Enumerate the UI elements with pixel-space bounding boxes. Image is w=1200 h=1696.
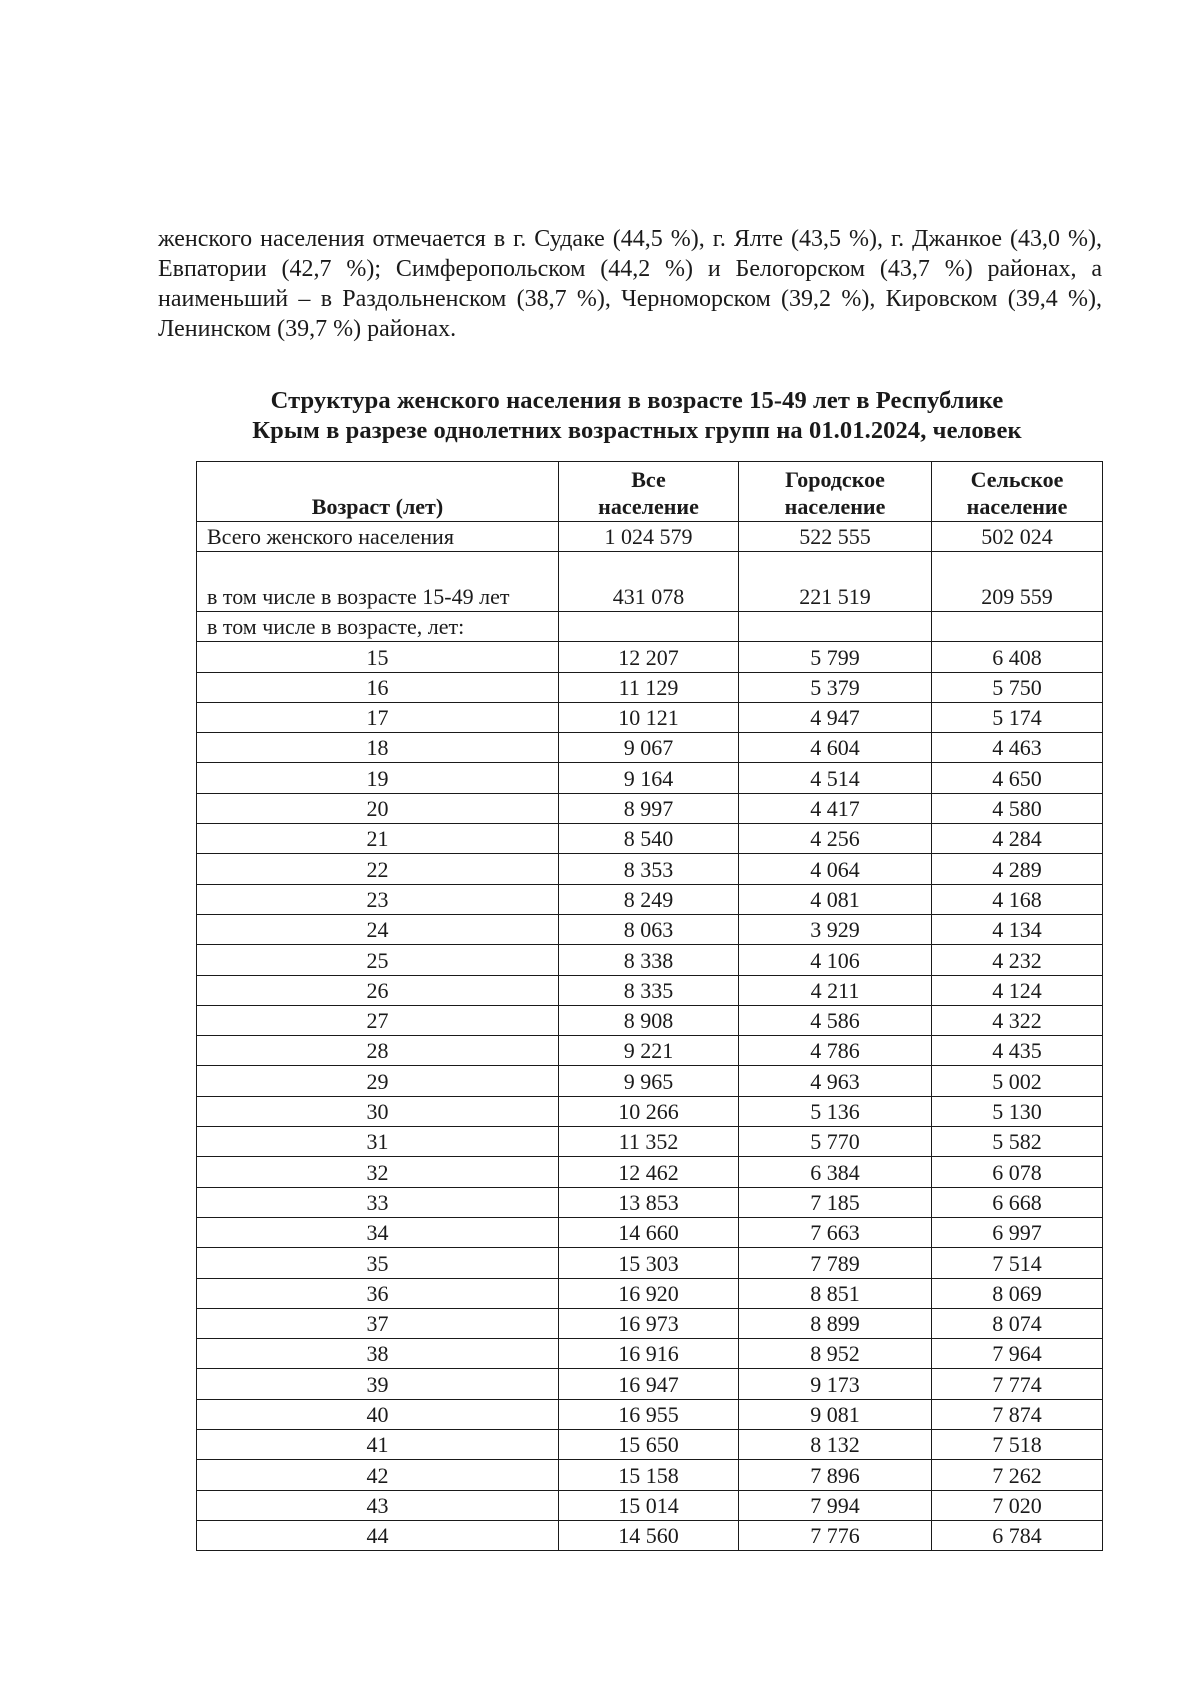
age-cell: 26 <box>197 975 559 1005</box>
urban-cell: 4 514 <box>739 763 932 793</box>
intro-paragraph: женского населения отмечается в г. Судаке (44,5 %), г. Ялте (43,5 %), г. Джанкое (43,0 %), Евпатории (42,7 %); Симферопольском (44,2 %) и Белогорском (43,7 %) районах, а наименьший – в Раздольненском (38,7 %), Черноморском (39,2 %), Кировском (39,4 %), Ленинском (39,7 %) районах. <box>158 226 1102 342</box>
age-cell: 39 <box>197 1369 559 1399</box>
urban-cell: 4 586 <box>739 1005 932 1035</box>
all-cell: 8 335 <box>559 975 739 1005</box>
rural-cell: 8 074 <box>932 1308 1103 1338</box>
age-cell: 29 <box>197 1066 559 1096</box>
rural-cell: 7 262 <box>932 1460 1103 1490</box>
age-cell: 38 <box>197 1339 559 1369</box>
age-cell: 37 <box>197 1308 559 1338</box>
table-row <box>197 1520 1103 1550</box>
all-cell: 15 303 <box>559 1248 739 1278</box>
age-cell: 33 <box>197 1187 559 1217</box>
age-cell: 17 <box>197 702 559 732</box>
table-row <box>197 1278 1103 1308</box>
urban-cell: 8 952 <box>739 1339 932 1369</box>
urban-cell: 4 963 <box>739 1066 932 1096</box>
all-cell: 14 560 <box>559 1520 739 1550</box>
all-cell: 8 908 <box>559 1005 739 1035</box>
age-cell: 43 <box>197 1490 559 1520</box>
total-all: 1 024 579 <box>559 522 739 552</box>
table-row <box>197 1308 1103 1338</box>
table-row <box>197 1460 1103 1490</box>
table-row <box>197 1066 1103 1096</box>
age-cell: 42 <box>197 1460 559 1490</box>
range-urban: 221 519 <box>739 552 932 612</box>
age-cell: 25 <box>197 945 559 975</box>
table-row <box>197 854 1103 884</box>
table-row <box>197 1127 1103 1157</box>
table-row <box>197 1248 1103 1278</box>
rural-cell: 6 078 <box>932 1157 1103 1187</box>
rural-cell: 4 124 <box>932 975 1103 1005</box>
urban-cell: 6 384 <box>739 1157 932 1187</box>
all-cell: 14 660 <box>559 1217 739 1247</box>
table-title <box>160 386 1114 446</box>
age-cell: 28 <box>197 1036 559 1066</box>
urban-cell: 9 081 <box>739 1399 932 1429</box>
age-cell: 34 <box>197 1217 559 1247</box>
urban-cell: 8 132 <box>739 1430 932 1460</box>
urban-cell: 4 417 <box>739 793 932 823</box>
rural-cell: 6 408 <box>932 642 1103 672</box>
table-row <box>197 914 1103 944</box>
all-cell: 8 338 <box>559 945 739 975</box>
header-all-population: Все население <box>559 462 739 522</box>
age-cell: 22 <box>197 854 559 884</box>
total-label: Всего женского населения <box>197 522 559 552</box>
age-cell: 36 <box>197 1278 559 1308</box>
all-cell: 12 207 <box>559 642 739 672</box>
all-cell: 16 973 <box>559 1308 739 1338</box>
age-cell: 24 <box>197 914 559 944</box>
table-row <box>197 1157 1103 1187</box>
rural-cell: 4 650 <box>932 763 1103 793</box>
total-rural: 502 024 <box>932 522 1103 552</box>
all-cell: 9 164 <box>559 763 739 793</box>
table-row <box>197 793 1103 823</box>
table-row <box>197 1399 1103 1429</box>
urban-cell: 4 211 <box>739 975 932 1005</box>
total-row <box>197 522 1103 552</box>
urban-cell: 5 136 <box>739 1096 932 1126</box>
total-urban: 522 555 <box>739 522 932 552</box>
by-age-rural <box>932 612 1103 642</box>
all-cell: 10 121 <box>559 702 739 732</box>
table-row <box>197 1217 1103 1247</box>
range-all: 431 078 <box>559 552 739 612</box>
age-cell: 41 <box>197 1430 559 1460</box>
rural-cell: 5 582 <box>932 1127 1103 1157</box>
urban-cell: 8 899 <box>739 1308 932 1338</box>
table-row <box>197 733 1103 763</box>
range-rural: 209 559 <box>932 552 1103 612</box>
table-row <box>197 763 1103 793</box>
by-age-label: в том числе в возрасте, лет: <box>197 612 559 642</box>
header-rural-population: Сельское население <box>932 462 1103 522</box>
all-cell: 11 129 <box>559 672 739 702</box>
rural-cell: 6 784 <box>932 1520 1103 1550</box>
table-row <box>197 1339 1103 1369</box>
rural-cell: 5 174 <box>932 702 1103 732</box>
all-cell: 8 063 <box>559 914 739 944</box>
table-row <box>197 1369 1103 1399</box>
all-cell: 11 352 <box>559 1127 739 1157</box>
table-row <box>197 884 1103 914</box>
all-cell: 16 920 <box>559 1278 739 1308</box>
table-row <box>197 945 1103 975</box>
rural-cell: 6 997 <box>932 1217 1103 1247</box>
rural-cell: 7 514 <box>932 1248 1103 1278</box>
age-cell: 15 <box>197 642 559 672</box>
urban-cell: 9 173 <box>739 1369 932 1399</box>
urban-cell: 3 929 <box>739 914 932 944</box>
rural-cell: 4 232 <box>932 945 1103 975</box>
table-row <box>197 702 1103 732</box>
all-cell: 9 067 <box>559 733 739 763</box>
rural-cell: 4 289 <box>932 854 1103 884</box>
age-cell: 21 <box>197 824 559 854</box>
all-cell: 10 266 <box>559 1096 739 1126</box>
all-cell: 9 965 <box>559 1066 739 1096</box>
rural-cell: 4 580 <box>932 793 1103 823</box>
range-row <box>197 552 1103 612</box>
age-cell: 32 <box>197 1157 559 1187</box>
range-label: в том числе в возрасте 15-49 лет <box>197 552 559 612</box>
age-cell: 23 <box>197 884 559 914</box>
urban-cell: 5 379 <box>739 672 932 702</box>
header-age: Возраст (лет) <box>197 462 559 522</box>
rural-cell: 5 130 <box>932 1096 1103 1126</box>
urban-cell: 4 604 <box>739 733 932 763</box>
table-row <box>197 1430 1103 1460</box>
all-cell: 15 158 <box>559 1460 739 1490</box>
table-title-line-1: Структура женского населения в возрасте 15-49 лет в Республике <box>270 387 1004 414</box>
all-cell: 9 221 <box>559 1036 739 1066</box>
urban-cell: 5 799 <box>739 642 932 672</box>
rural-cell: 4 284 <box>932 824 1103 854</box>
rural-cell: 6 668 <box>932 1187 1103 1217</box>
urban-cell: 7 185 <box>739 1187 932 1217</box>
by-age-row <box>197 612 1103 642</box>
age-cell: 40 <box>197 1399 559 1429</box>
table-row <box>197 824 1103 854</box>
urban-cell: 7 994 <box>739 1490 932 1520</box>
urban-cell: 4 786 <box>739 1036 932 1066</box>
by-age-all <box>559 612 739 642</box>
table-row <box>197 1187 1103 1217</box>
table-row <box>197 975 1103 1005</box>
population-table <box>196 461 1103 1551</box>
urban-cell: 4 256 <box>739 824 932 854</box>
rural-cell: 5 750 <box>932 672 1103 702</box>
age-cell: 20 <box>197 793 559 823</box>
age-cell: 19 <box>197 763 559 793</box>
rural-cell: 7 964 <box>932 1339 1103 1369</box>
rural-cell: 4 322 <box>932 1005 1103 1035</box>
table-row <box>197 672 1103 702</box>
all-cell: 8 353 <box>559 854 739 884</box>
urban-cell: 8 851 <box>739 1278 932 1308</box>
urban-cell: 4 064 <box>739 854 932 884</box>
urban-cell: 5 770 <box>739 1127 932 1157</box>
rural-cell: 7 020 <box>932 1490 1103 1520</box>
rural-cell: 4 463 <box>932 733 1103 763</box>
age-cell: 30 <box>197 1096 559 1126</box>
urban-cell: 7 776 <box>739 1520 932 1550</box>
rural-cell: 5 002 <box>932 1066 1103 1096</box>
all-cell: 16 955 <box>559 1399 739 1429</box>
age-cell: 35 <box>197 1248 559 1278</box>
rural-cell: 7 874 <box>932 1399 1103 1429</box>
rural-cell: 7 774 <box>932 1369 1103 1399</box>
all-cell: 15 014 <box>559 1490 739 1520</box>
table-row <box>197 1036 1103 1066</box>
urban-cell: 7 663 <box>739 1217 932 1247</box>
all-cell: 8 997 <box>559 793 739 823</box>
urban-cell: 7 896 <box>739 1460 932 1490</box>
rural-cell: 7 518 <box>932 1430 1103 1460</box>
age-cell: 44 <box>197 1520 559 1550</box>
rural-cell: 4 168 <box>932 884 1103 914</box>
table-title-line-2: Крым в разрезе однолетних возрастных групп на 01.01.2024, человек <box>252 417 1022 444</box>
all-cell: 16 947 <box>559 1369 739 1399</box>
all-cell: 8 540 <box>559 824 739 854</box>
by-age-urban <box>739 612 932 642</box>
rural-cell: 4 435 <box>932 1036 1103 1066</box>
table-row <box>197 1096 1103 1126</box>
urban-cell: 7 789 <box>739 1248 932 1278</box>
rural-cell: 4 134 <box>932 914 1103 944</box>
table-header-row <box>197 462 1103 522</box>
all-cell: 12 462 <box>559 1157 739 1187</box>
all-cell: 16 916 <box>559 1339 739 1369</box>
header-urban-population: Городское население <box>739 462 932 522</box>
age-cell: 18 <box>197 733 559 763</box>
table-row <box>197 1005 1103 1035</box>
age-cell: 16 <box>197 672 559 702</box>
rural-cell: 8 069 <box>932 1278 1103 1308</box>
all-cell: 13 853 <box>559 1187 739 1217</box>
urban-cell: 4 106 <box>739 945 932 975</box>
table-row <box>197 1490 1103 1520</box>
urban-cell: 4 947 <box>739 702 932 732</box>
age-cell: 31 <box>197 1127 559 1157</box>
age-cell: 27 <box>197 1005 559 1035</box>
urban-cell: 4 081 <box>739 884 932 914</box>
all-cell: 15 650 <box>559 1430 739 1460</box>
all-cell: 8 249 <box>559 884 739 914</box>
table-row <box>197 642 1103 672</box>
